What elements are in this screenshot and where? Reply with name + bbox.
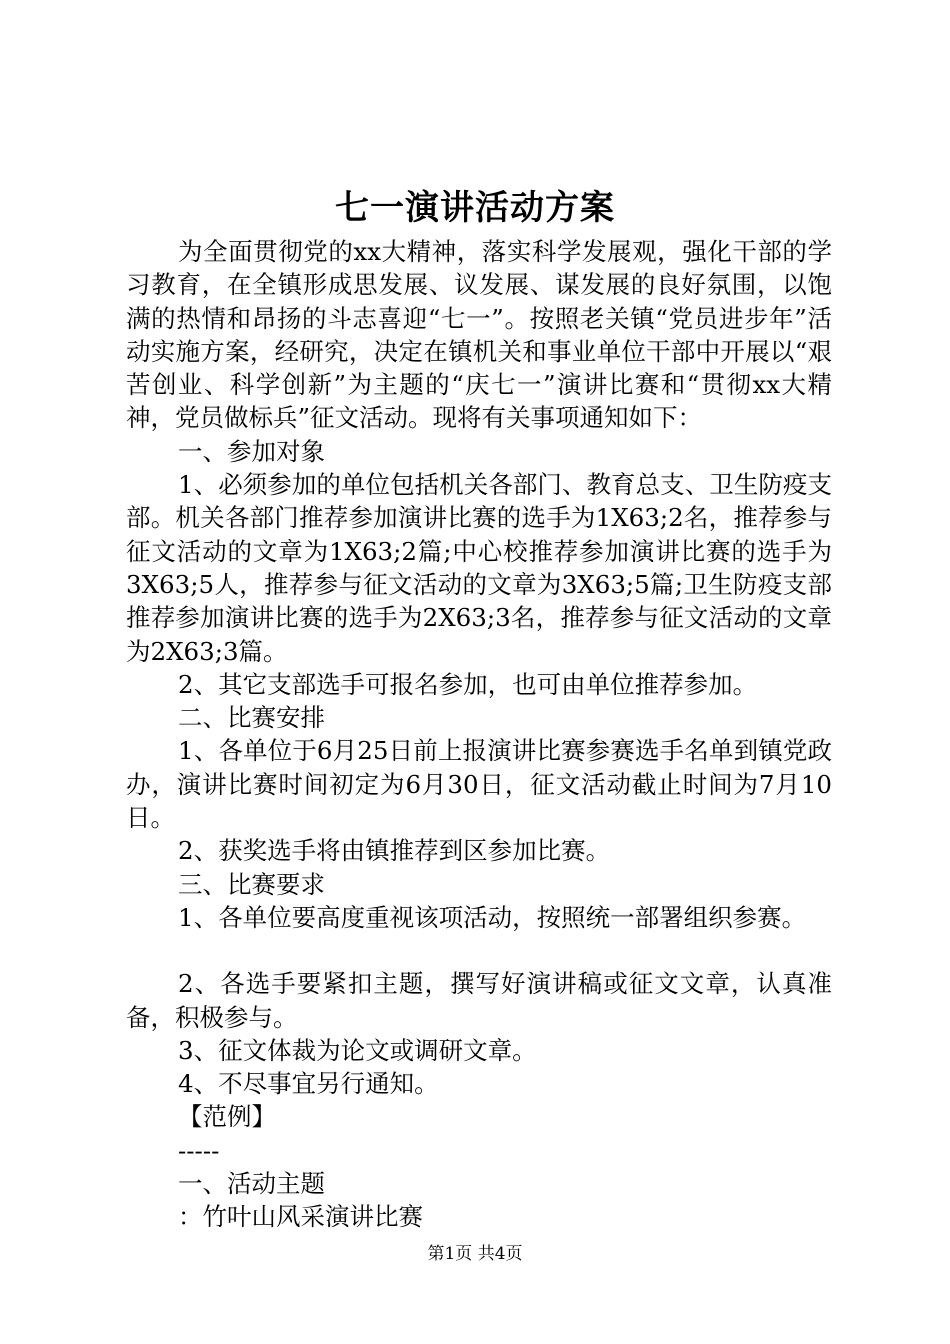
page-footer: 第1页 共4页 bbox=[427, 1244, 523, 1264]
separator-dashes: ----- bbox=[178, 1135, 220, 1165]
section-heading-participants: 一、参加对象 bbox=[178, 436, 325, 466]
section-heading-requirements: 三、比赛要求 bbox=[178, 869, 325, 899]
requirements-item-1: 1、各单位要高度重视该项活动，按照统一部署组织参赛。 bbox=[178, 902, 807, 932]
intro-paragraph: 为全面贯彻党的xx大精神，落实科学发展观，强化干部的学习教育，在全镇形成思发展、议发展、谋发展的良好氛围，以饱满的热情和昂扬的斗志喜迎“七一”。按照老关镇“党员进步年”活动实施方案，经研究，决定在镇机关和事业单位干部中开展以“艰苦创业、科学创新”为主题的“庆七一”演讲比赛和“贯彻xx大精神，党员做标兵”征文活动。现将有关事项通知如下： bbox=[126, 237, 832, 433]
schedule-item-2: 2、获奖选手将由镇推荐到区参加比赛。 bbox=[178, 836, 611, 866]
example-label: 【范例】 bbox=[178, 1102, 276, 1132]
example-theme-text: ：竹叶山风采演讲比赛 bbox=[178, 1202, 423, 1232]
participants-item-2: 2、其它支部选手可报名参加，也可由单位推荐参加。 bbox=[178, 669, 758, 699]
requirements-item-4: 4、不尽事宜另行通知。 bbox=[178, 1069, 439, 1099]
schedule-item-1: 1、各单位于6月25日前上报演讲比赛参赛选手名单到镇党政办，演讲比赛时间初定为6月30日，征文活动截止时间为7月10日。 bbox=[126, 736, 832, 833]
requirements-item-2: 2、各选手要紧扣主题，撰写好演讲稿或征文文章，认真准备，积极参与。 bbox=[126, 969, 832, 1032]
document-body bbox=[126, 235, 832, 1234]
requirements-item-3: 3、征文体裁为论文或调研文章。 bbox=[178, 1035, 537, 1065]
document-title: 七一演讲活动方案 bbox=[335, 188, 615, 228]
participants-item-1: 1、必须参加的单位包括机关各部门、教育总支、卫生防疫支部。机关各部门推荐参加演讲比赛的选手为1X63;2名，推荐参与征文活动的文章为1X63;2篇;中心校推荐参加演讲比赛的选手为3X63;5人，推荐参与征文活动的文章为3X63;5篇;卫生防疫支部推荐参加演讲比赛的选手为2X63;3名，推荐参与征文活动的文章为2X63;3篇。 bbox=[126, 470, 832, 666]
section-heading-schedule: 二、比赛安排 bbox=[178, 703, 325, 733]
example-heading-theme: 一、活动主题 bbox=[178, 1169, 325, 1199]
